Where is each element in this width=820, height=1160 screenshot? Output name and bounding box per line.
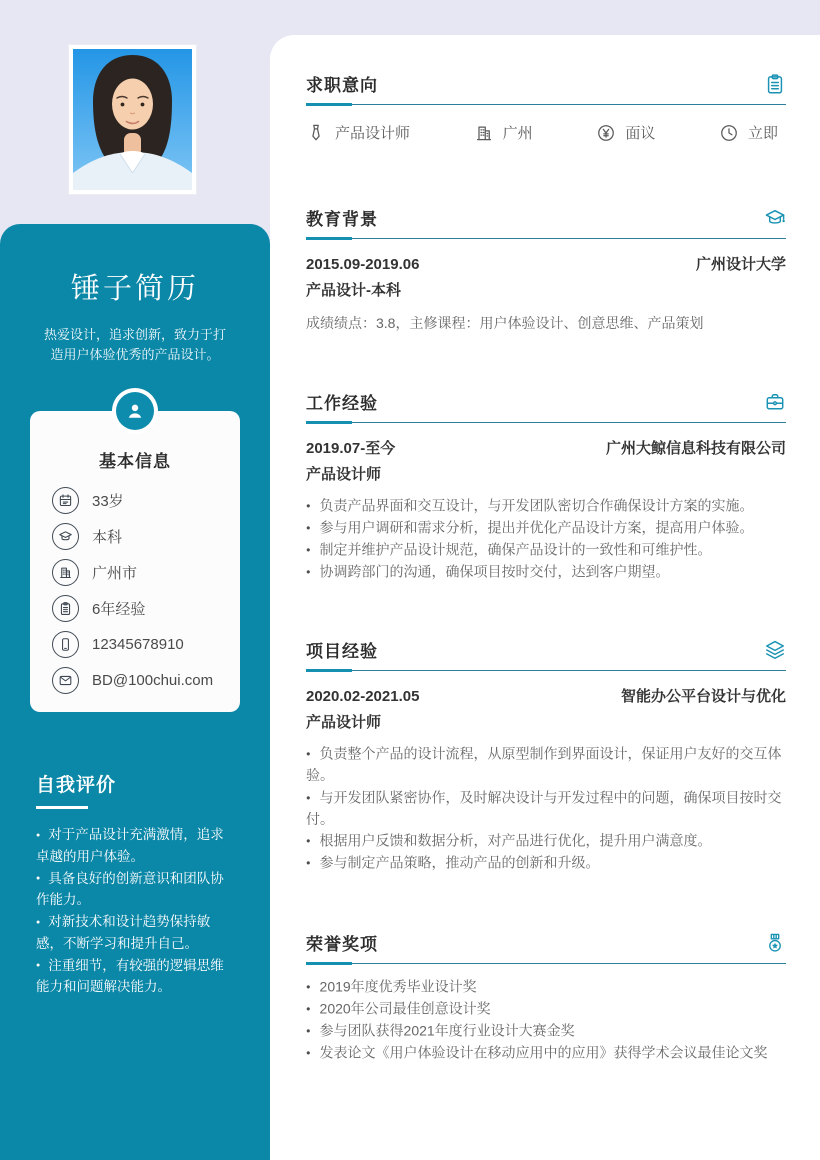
work-bullet: ● 参与用户调研和需求分析，提出并优化产品设计方案，提高用户体验。 [306, 517, 786, 539]
job-intention-header [306, 71, 786, 96]
building-icon [474, 123, 494, 143]
work-title: 工作经验 [306, 394, 378, 413]
job-intention-row [306, 122, 786, 143]
honors-bullet-list [306, 976, 786, 1064]
section-project-experience [306, 637, 786, 874]
person-icon [116, 392, 154, 430]
honors-bullet: ● 2019年度优秀毕业设计奖 [306, 976, 786, 998]
calendar-icon [52, 487, 79, 514]
info-city-value: 广州市 [92, 564, 138, 582]
project-header [306, 637, 786, 662]
work-bullet: ● 负责产品界面和交互设计，与开发团队密切合作确保设计方案的实施。 [306, 495, 786, 517]
resume-owner-name: 锤子简历 [70, 273, 199, 305]
honors-title: 荣誉奖项 [306, 935, 378, 954]
project-name: 智能办公平台设计与优化 [620, 688, 786, 705]
layers-icon [764, 639, 786, 661]
honors-header [306, 930, 786, 955]
section-divider [306, 961, 786, 965]
section-honors [306, 930, 786, 1064]
education-header [306, 205, 786, 230]
job-intention-title: 求职意向 [306, 76, 378, 95]
honors-bullet: ● 参与团队获得2021年度行业设计大赛金奖 [306, 1020, 786, 1042]
section-divider [306, 236, 786, 240]
section-work-experience [306, 389, 786, 583]
work-role: 产品设计师 [306, 466, 382, 483]
phone-icon [52, 631, 79, 658]
building-icon [52, 559, 79, 586]
tie-icon [306, 123, 326, 143]
info-item-email [52, 662, 218, 698]
section-divider [306, 102, 786, 106]
graduation-cap-icon [52, 523, 79, 550]
self-evaluation-section [36, 770, 234, 997]
self-evaluation-item: ● 具备良好的创新意识和团队协作能力。 [36, 868, 234, 911]
self-evaluation-item: ● 对新技术和设计趋势保持敏感，不断学习和提升自己。 [36, 911, 234, 954]
intent-availability-label: 立即 [747, 125, 778, 142]
intent-position [306, 122, 410, 143]
yen-circle-icon [596, 123, 616, 143]
info-item-experience [52, 590, 218, 626]
clock-icon [719, 123, 739, 143]
work-company: 广州大鲸信息科技有限公司 [605, 440, 786, 457]
intent-city [474, 122, 533, 143]
education-period: 2015.09-2019.06 [306, 256, 420, 273]
main-panel [270, 35, 820, 1160]
profile-photo-illustration [73, 49, 192, 190]
project-period: 2020.02-2021.05 [306, 688, 420, 705]
work-header [306, 389, 786, 414]
clipboard-icon [764, 73, 786, 95]
work-bullet: ● 协调跨部门的沟通，确保项目按时交付，达到客户期望。 [306, 561, 786, 583]
avatar-badge [112, 388, 158, 434]
work-entry-row [306, 439, 786, 458]
work-period: 2019.07-至今 [306, 440, 396, 457]
education-entry-row [306, 255, 786, 274]
section-divider [306, 668, 786, 672]
self-evaluation-item: ● 注重细节，有较强的逻辑思维能力和问题解决能力。 [36, 955, 234, 998]
self-evaluation-item: ● 对于产品设计充满激情，追求卓越的用户体验。 [36, 824, 234, 867]
owner-tagline: 热爱设计，追求创新，致力于打造用户体验优秀的产品设计。 [43, 327, 226, 362]
education-major: 产品设计-本科 [306, 282, 401, 299]
info-experience-value: 6年经验 [92, 600, 146, 618]
work-bullet: ● 制定并维护产品设计规范，确保产品设计的一致性和可维护性。 [306, 539, 786, 561]
basic-info-title: 基本信息 [99, 452, 171, 471]
education-school: 广州设计大学 [695, 256, 786, 273]
clipboard-icon [52, 595, 79, 622]
intent-salary-label: 面议 [625, 125, 656, 142]
mail-icon [52, 667, 79, 694]
education-title: 教育背景 [306, 210, 378, 229]
sidebar-panel [0, 224, 270, 1160]
project-bullet: ● 负责整个产品的设计流程，从原型制作到界面设计，保证用户友好的交互体验。 [306, 743, 786, 787]
intent-salary [596, 122, 655, 143]
self-evaluation-list [36, 824, 234, 997]
section-job-intention [306, 71, 786, 143]
basic-info-card [30, 411, 240, 712]
honors-bullet: ● 发表论文《用户体验设计在移动应用中的应用》获得学术会议最佳论文奖 [306, 1042, 786, 1064]
info-item-city [52, 554, 218, 590]
section-divider [306, 420, 786, 424]
project-role: 产品设计师 [306, 714, 382, 731]
project-bullet: ● 与开发团队紧密协作，及时解决设计与开发过程中的问题，确保项目按时交付。 [306, 787, 786, 831]
self-evaluation-underline [36, 806, 88, 809]
info-item-phone [52, 626, 218, 662]
intent-city-label: 广州 [502, 125, 533, 142]
intent-position-label: 产品设计师 [335, 125, 411, 142]
intent-availability [719, 122, 778, 143]
info-item-degree [52, 518, 218, 554]
self-evaluation-title: 自我评价 [36, 775, 117, 796]
honors-bullet: ● 2020年公司最佳创意设计奖 [306, 998, 786, 1020]
project-bullet-list [306, 743, 786, 874]
education-detail: 成绩绩点：3.8，主修课程：用户体验设计、创意思维、产品策划 [306, 315, 704, 331]
briefcase-icon [764, 391, 786, 413]
work-bullet-list [306, 495, 786, 583]
info-age-value: 33岁 [92, 492, 124, 510]
project-entry-row [306, 687, 786, 706]
section-education [306, 205, 786, 333]
graduation-cap-icon [764, 207, 786, 229]
info-phone-value: 12345678910 [92, 635, 184, 653]
project-title: 项目经验 [306, 642, 378, 661]
info-degree-value: 本科 [92, 528, 123, 546]
profile-photo [68, 44, 197, 195]
project-bullet: ● 参与制定产品策略，推动产品的创新和升级。 [306, 852, 786, 874]
medal-icon [764, 932, 786, 954]
info-email-value: BD@100chui.com [92, 671, 214, 689]
basic-info-list [30, 472, 240, 698]
project-bullet: ● 根据用户反馈和数据分析，对产品进行优化，提升用户满意度。 [306, 830, 786, 852]
info-item-age [52, 482, 218, 518]
